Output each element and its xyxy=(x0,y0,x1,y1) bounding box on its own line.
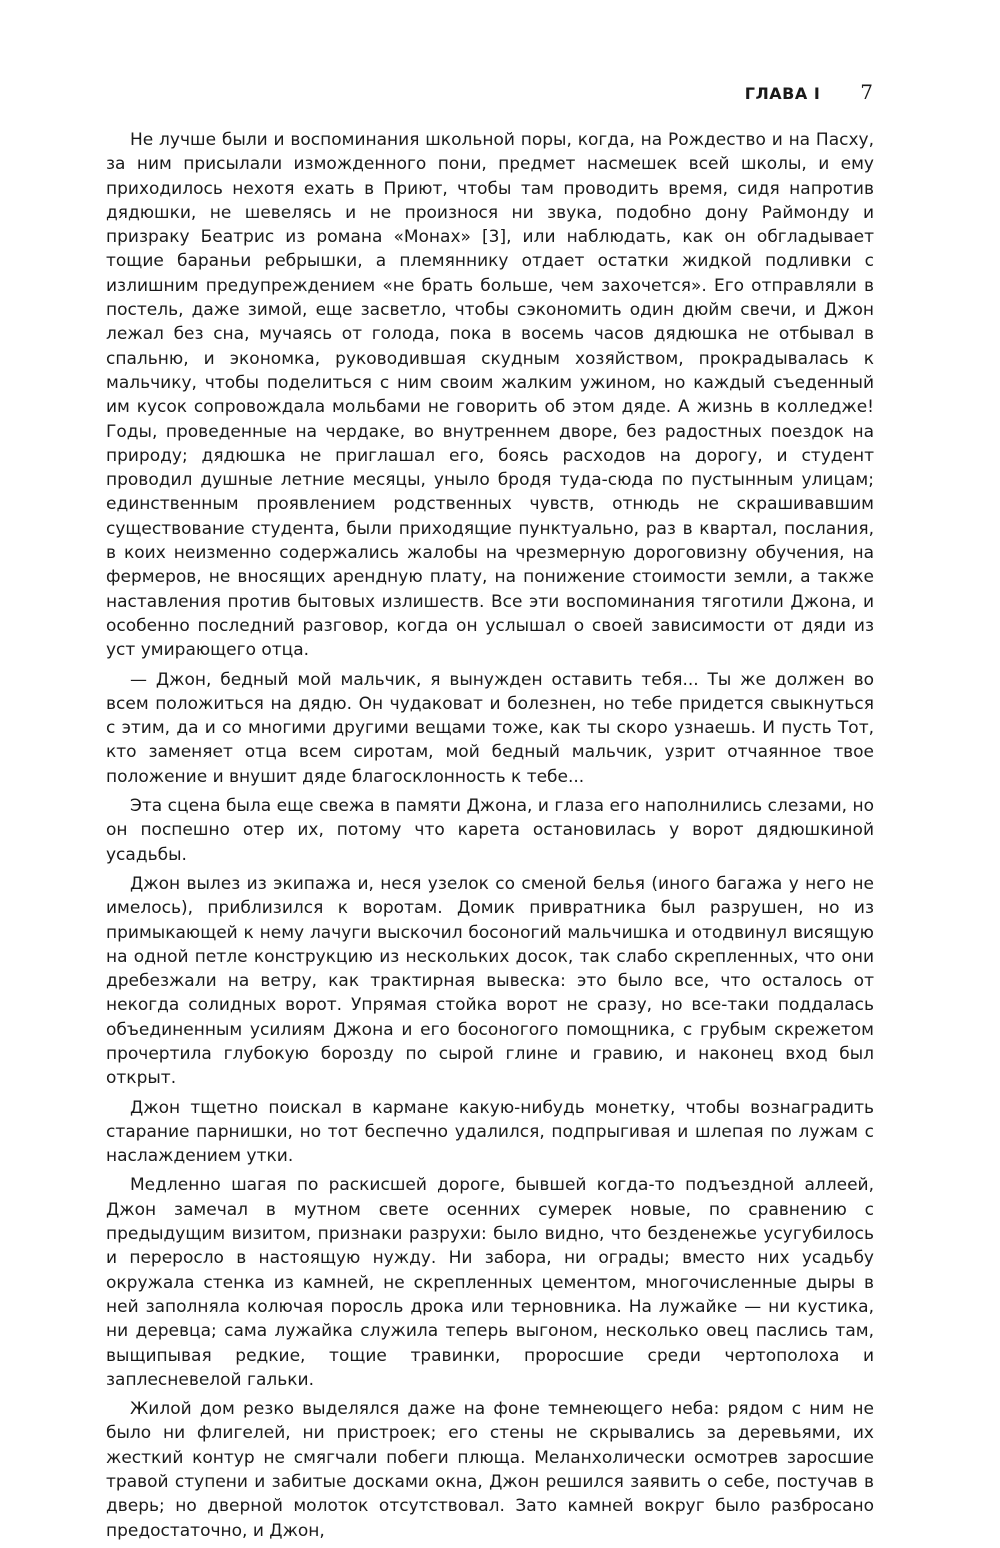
paragraph: Не лучше были и воспоминания школьной поры, когда, на Рождество и на Пасху, за ним присылали изможденного пони, предмет насмешек всей школы, и ему приходилось нехотя ехать в Приют, чтобы там проводить время, сидя напротив дядюшки, не шевелясь и не произнося ни звука, подобно дону Раймонду и призраку Беатрис из романа «Монах» [3], или наблюдать, как он обгладывает тощие бараньи ребрышки, а племяннику отдает остатки жидкой подливки с излишним предупреждением «не брать больше, чем захочется». Его отправляли в постель, даже зимой, еще засветло, чтобы сэкономить один дюйм свечи, и Джон лежал без сна, мучаясь от голода, пока в восемь часов дядюшка не отбывал в спальню, и экономка, руководившая скудным хозяйством, прокрадывалась к мальчику, чтобы поделиться с ним своим жалким ужином, но каждый съеденный им кусок сопровождала мольбами не говорить об этом дяде. А жизнь в колледже! Годы, проведенные на чердаке, во внутреннем дворе, без радостных поездок на природу; дядюшка не приглашал его, боясь расходов на дорогу, и студент проводил душные летние месяцы, уныло бродя туда-сюда по пустынным улицам; единственным проявлением родственных чувств, отнюдь не скрашивавшим существование студента, были приходящие пунктуально, раз в квартал, послания, в коих неизменно содержались жалобы на чрезмерную дороговизну обучения, на фермеров, не вносящих арендную плату, на понижение стоимости земли, а также наставления против бытовых излишеств. Все эти воспоминания тяготили Джона, и особенно последний разговор, когда он услышал о своей зависимости от дяди из уст умирающего отца. xyxy=(106,130,874,661)
paragraph: Эта сцена была еще свежа в памяти Джона, и глаза его наполнились слезами, но он поспешно отер их, потому что карета остановилась у ворот дядюшкиной усадьбы. xyxy=(106,796,874,865)
paragraph: Жилой дом резко выделялся даже на фоне темнеющего неба: рядом с ним не было ни флигелей, ни пристроек; его стены не скрывались за деревьями, их жесткий контур не смягчали побеги плюща. Меланхолически осмотрев заросшие травой ступени и забитые досками окна, Джон решился заявить о себе, постучав в дверь; но дверной молоток отсутствовал. Зато камней вокруг было разбросано предостаточно, и Джон, xyxy=(106,1399,874,1541)
page-number: 7 xyxy=(860,80,873,104)
paragraph: — Джон, бедный мой мальчик, я вынужден оставить тебя... Ты же должен во всем положиться на дядю. Он чудаковат и болезнен, но тебе придется свыкнуться с этим, да и со многими другими вещами тоже, как ты скоро узнаешь. И пусть Тот, кто заменяет отца всем сиротам, мой бедный мальчик, узрит отчаянное твое положение и внушит дяде благосклонность к тебе... xyxy=(106,669,874,787)
paragraph: Медленно шагая по раскисшей дороге, бывшей когда-то подъездной аллеей, Джон замечал в мутном свете осенних сумерек новые, по сравнению с предыдущим визитом, признаки разрухи: было видно, что безденежье усугубилось и переросло в настоящую нужду. Ни забора, ни ограды; вместо них усадьбу окружала стенка из камней, не скрепленных цементом, многочисленные дыры в ней заполняла колючая поросль дрока или терновника. На лужайке — ни кустика, ни деревца; сама лужайка служила теперь выгоном, несколько овец паслись там, выщипывая редкие, тощие травинки, проросшие среди чертополоха и заплесневелой гальки. xyxy=(106,1175,874,1390)
running-head xyxy=(745,80,873,104)
body-text xyxy=(106,128,874,1548)
paragraph: Джон тщетно поискал в кармане какую-нибудь монетку, чтобы вознаградить старание парнишки, но тот беспечно удалился, подпрыгивая и шлепая по лужам с наслаждением утки. xyxy=(106,1097,874,1167)
chapter-label: ГЛАВА I xyxy=(744,84,821,103)
paragraph: Джон вылез из экипажа и, неся узелок со сменой белья (иного багажа у него не имелось), приблизился к воротам. Домик привратника был разрушен, но из примыкающей к нему лачуги выскочил босоногий мальчишка и отодвинул висящую на одной петле конструкцию из нескольких досок, так слабо скрепленных, что они дребезжали на ветру, как трактирная вывеска: это было все, что осталось от некогда солидных ворот. Упрямая стойка ворот не сразу, но все-таки поддалась объединенным усилиям Джона и его босоногого помощника, с грубым скрежетом прочертила глубокую борозду по сырой глине и гравию, и наконец вход был открыт. xyxy=(106,873,874,1089)
